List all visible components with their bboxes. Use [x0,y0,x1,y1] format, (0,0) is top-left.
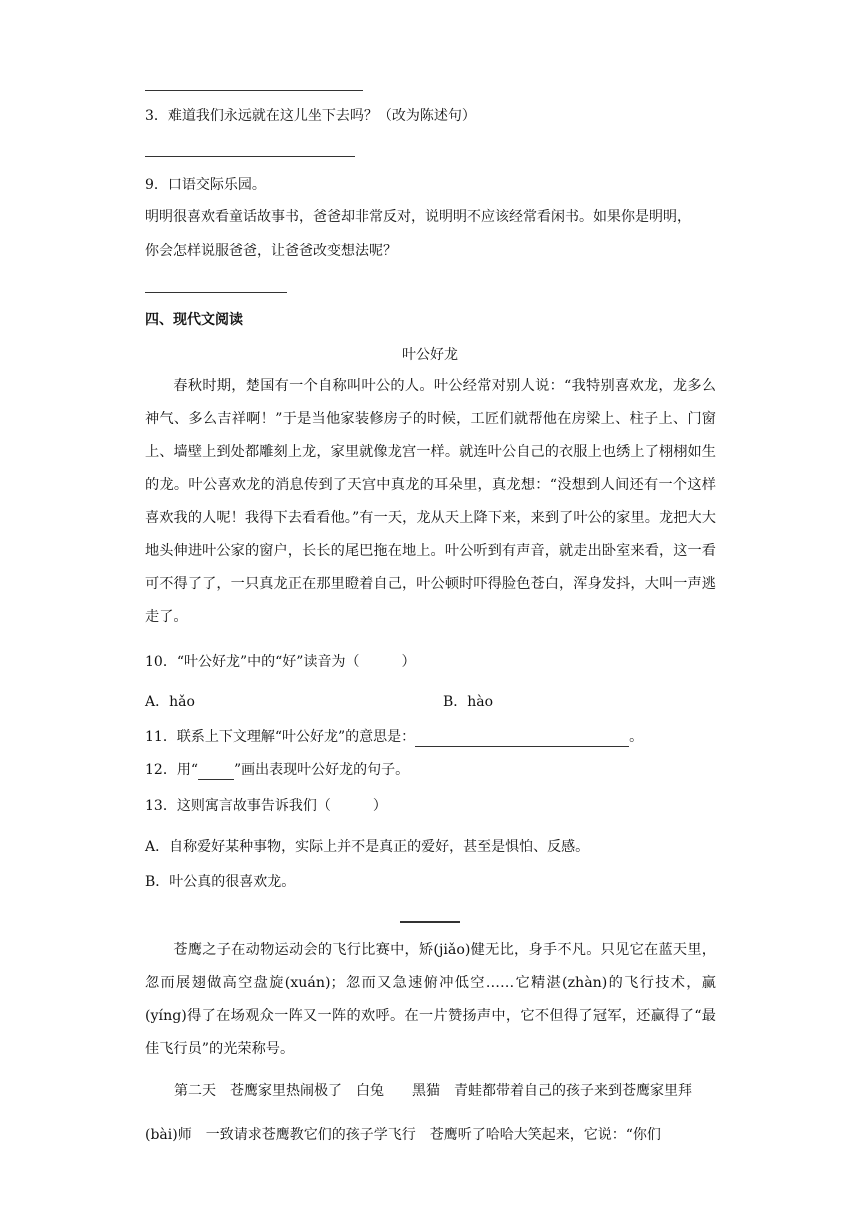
question-10-option-b[interactable]: B．hào [443,694,494,710]
passage2-paragraph2-line2: (bài)师 一致请求苍鹰教它们的孩子学飞行 苍鹰听了哈哈大笑起来，它说：“你们 [145,1127,661,1143]
answer-line-q9[interactable] [145,292,287,293]
reading-passage-1 [145,370,716,634]
question-13-stem: 13．这则寓言故事告诉我们（ ） [145,798,387,814]
reading-passage-2 [145,934,716,1066]
question-10-option-a[interactable]: A．hǎo [145,694,195,710]
question-13-option-b[interactable]: B．叶公真的很喜欢龙。 [145,874,296,890]
answer-line-q3[interactable] [145,156,355,157]
question-12-before: 12．用“ [145,762,198,778]
answer-line-q2[interactable] [145,90,363,91]
passage-paragraph: 春秋时期，楚国有一个自称叫叶公的人。叶公经常对别人说：“我特别喜欢龙，龙多么神气、多么吉祥啊！”于是当他家装修房子的时候，工匠们就帮他在房梁上、柱子上、门窗上、墙壁上到处都雕刻上龙，家里就像龙宫一样。就连叶公自己的衣服上也绣上了栩栩如生的龙。叶公喜欢龙的消息传到了天宫中真龙的耳朵里，真龙想：“没想到人间还有一个这样喜欢我的人呢！我得下去看看他。”有一天，龙从天上降下来，来到了叶公的家里。龙把大大地头伸进叶公家的窗户，长长的尾巴拖在地上。叶公听到有声音，就走出卧室来看，这一看可不得了了，一只真龙正在那里瞪着自己，叶公顿时吓得脸色苍白，浑身发抖，大叫一声逃走了。 [145,378,716,625]
question-9-text-line2: 你会怎样说服爸爸，让爸爸改变想法呢？ [145,243,397,259]
question-13-option-a[interactable]: A．自称爱好某种事物，实际上并不是真正的爱好，甚至是惧怕、反感。 [145,839,590,855]
question-12-after: ”画出表现叶公好龙的句子。 [233,762,410,778]
passage2-paragraph2-line1: 第二天 苍鹰家里热闹极了 白兔 黑猫 青蛙都带着自己的孩子来到苍鹰家里拜 [174,1083,692,1099]
question-11-end: 。 [629,729,644,745]
question-9-title: 9．口语交际乐园。 [145,177,266,193]
question-11 [145,727,643,747]
question-10-stem: 10．“叶公好龙”中的“好”读音为（ ） [145,654,416,670]
question-11-stem: 11．联系上下文理解“叶公好龙”的意思是： [145,729,416,745]
passage2-paragraph1: 苍鹰之子在动物运动会的飞行比赛中，矫(jiǎo)健无比，身手不凡。只见它在蓝天里，忽而展翅做高空盘旋(xuán)；忽而又急速俯冲低空……它精湛(zhàn)的飞行技术，赢(yíng)得了在场观众一阵又一阵的欢呼。在一片赞扬声中，它不但得了冠军，还赢得了“最佳飞行员”的光荣称号。 [145,942,716,1057]
underline-marker-blank [198,764,234,780]
story-title: 叶公好龙 [402,347,458,363]
question-3-reduce: 3．难道我们永远就在这儿坐下去吗？（改为陈述句） [145,108,476,124]
question-9-text-line1: 明明很喜欢看童话故事书，爸爸却非常反对，说明明不应该经常看闲书。如果你是明明， [145,209,691,225]
section-divider [400,921,460,923]
question-12 [145,760,409,780]
section-4-heading: 四、现代文阅读 [145,312,243,328]
answer-blank-q11[interactable] [415,731,629,747]
